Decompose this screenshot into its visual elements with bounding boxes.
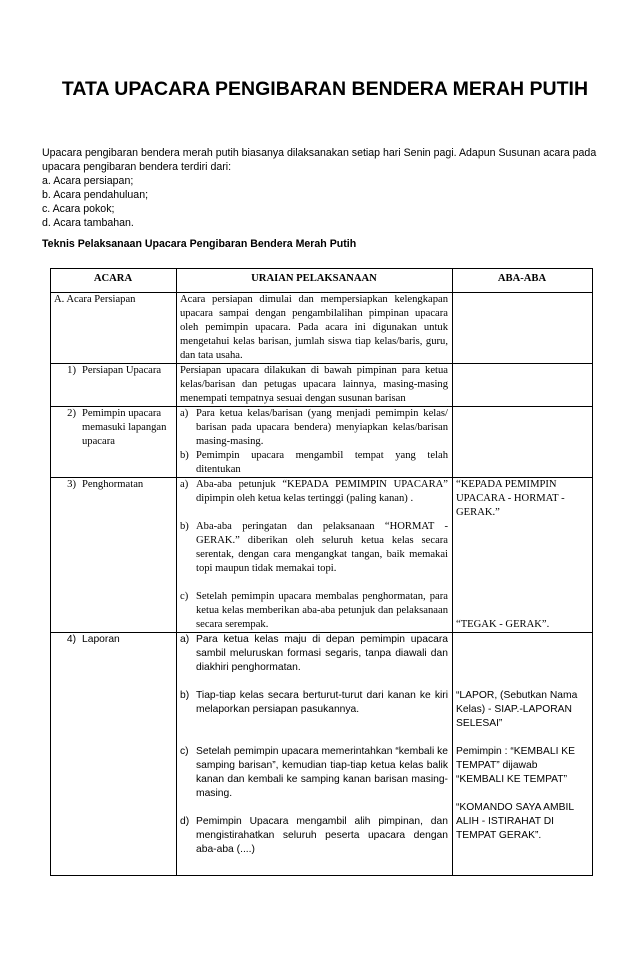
table-row <box>51 633 593 876</box>
cell-acara <box>51 407 177 478</box>
table-row <box>51 407 593 478</box>
command-text: “TEGAK - GERAK”. <box>456 619 550 630</box>
row-label: Penghormatan <box>82 479 144 490</box>
command-text: “LAPOR, (Sebutkan Nama Kelas) - SIAP.-LAPORAN SELESAI” <box>456 690 578 729</box>
intro-section <box>42 146 602 230</box>
row-number: 4) <box>66 634 76 645</box>
cell-aba-aba <box>453 364 593 407</box>
row-number: 3) <box>67 479 76 490</box>
list-item: a) Para ketua kelas/barisan (yang menjadi pemimpin kelas/ barisan pada upacara bendera) menyiapkan kelas/barisan masing-masing. <box>180 408 448 447</box>
cell-aba-aba <box>453 633 593 876</box>
cell-acara <box>51 633 177 876</box>
cell-acara <box>51 364 177 407</box>
cell-uraian <box>177 478 453 633</box>
list-item: c) Setelah pemimpin upacara memerintahkan “kembali ke samping barisan”, kemudian tiap-tiap ketua kelas balik kanan dan kembali ke samping kanan barisan masing-masing. <box>180 746 448 799</box>
cell-aba-aba <box>453 478 593 633</box>
table-row <box>51 364 593 407</box>
cell-uraian <box>177 407 453 478</box>
row-label: Persiapan Upacara <box>82 365 162 376</box>
command-text: “KEPADA PEMIMPIN UPACARA - HORMAT - GERAK.” <box>456 479 565 518</box>
cell-acara <box>51 478 177 633</box>
intro-list <box>42 174 602 230</box>
section-subtitle: Teknis Pelaksanaan Upacara Pengibaran Bendera Merah Putih <box>42 238 357 250</box>
header-uraian: URAIAN PELAKSANAAN <box>177 269 453 293</box>
table-header-row <box>51 269 593 293</box>
header-acara: ACARA <box>51 269 177 293</box>
header-aba-aba: ABA-ABA <box>453 269 593 293</box>
list-item: a. Acara persiapan; <box>42 175 134 187</box>
procedure-table <box>50 268 593 876</box>
intro-paragraph: Upacara pengibaran bendera merah putih biasanya dilaksanakan setiap hari Senin pagi. Adapun Susunan acara pada upacara pengibaran bendera terdiri dari: <box>42 147 597 173</box>
list-item: b. Acara pendahuluan; <box>42 189 149 201</box>
list-item: c. Acara pokok; <box>42 203 115 215</box>
cell-acara: A. Acara Persiapan <box>51 293 177 364</box>
list-item: a) Aba-aba petunjuk “KEPADA PEMIMPIN UPACARA” dipimpin oleh ketua kelas tertinggi (paling kanan) . <box>180 479 448 504</box>
list-item: a) Para ketua kelas maju di depan pemimpin upacara sambil meluruskan formasi segaris, tanpa diawali dan diakhiri penghormatan. <box>180 634 448 673</box>
table-row <box>51 293 593 364</box>
cell-aba-aba <box>453 293 593 364</box>
list-item: d. Acara tambahan. <box>42 217 134 229</box>
row-number: 1) <box>67 365 76 376</box>
row-number: 2) <box>67 408 76 419</box>
list-item: b) Pemimpin upacara mengambil tempat yang telah ditentukan <box>180 450 448 475</box>
command-text: “KOMANDO SAYA AMBIL ALIH - ISTIRAHAT DI TEMPAT GERAK”. <box>456 802 574 841</box>
list-item: b) Aba-aba peringatan dan pelaksanaan “HORMAT - GERAK.” diberikan oleh seluruh ketua kelas secara serentak, dengan cara mengangkat tangan, baik memakai topi maupun tidak memakai topi. <box>180 521 448 574</box>
cell-uraian: Acara persiapan dimulai dan mempersiapkan kelengkapan upacara sampai dengan pengambilalihan pimpinan upacara oleh pemimpin upacara. Pada acara ini digunakan untuk mengetahui kelas barisan, jumlah siswa tiap kelas/baris, guru, dan tata usaha. <box>177 293 453 364</box>
page-title: TATA UPACARA PENGIBARAN BENDERA MERAH PUTIH <box>61 78 589 100</box>
command-text: Pemimpin : “KEMBALI KE TEMPAT” dijawab “KEMBALI KE TEMPAT” <box>456 746 576 785</box>
list-item: b) Tiap-tiap kelas secara berturut-turut dari kanan ke kiri melaporkan persiapan pasukannya. <box>180 690 448 715</box>
list-item: d) Pemimpin Upacara mengambil alih pimpinan, dan mengistirahatkan seluruh peserta upacara dengan aba-aba (....) <box>180 816 448 855</box>
cell-uraian <box>177 633 453 876</box>
row-label: Laporan <box>82 634 120 645</box>
cell-aba-aba <box>453 407 593 478</box>
table-row <box>51 478 593 633</box>
cell-uraian: Persiapan upacara dilakukan di bawah pimpinan para ketua kelas/barisan dan petugas upacara lainnya, masing-masing menempati tempatnya sesuai dengan susunan barisan <box>177 364 453 407</box>
row-label: Pemimpin upacara memasuki lapangan upacara <box>82 408 167 447</box>
list-item: c) Setelah pemimpin upacara membalas penghormatan, para ketua kelas memberikan aba-aba petunjuk dan pelaksanaan secara serempak. <box>180 591 448 630</box>
